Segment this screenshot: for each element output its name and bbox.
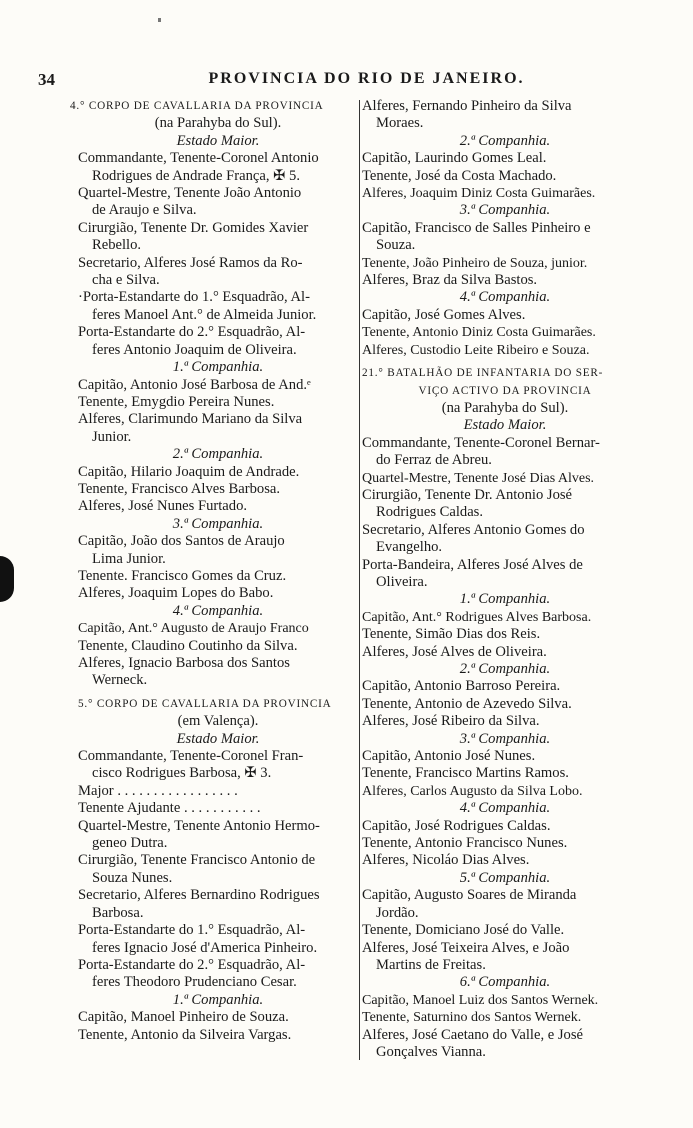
entry-line: feres Ignacio José d'America Pinheiro. xyxy=(92,939,318,956)
entry-line: Jordão. xyxy=(376,904,419,921)
entry-line: Capitão, Laurindo Gomes Leal. xyxy=(362,150,547,167)
column-divider xyxy=(359,100,360,1060)
entry-line: Capitão, José Rodrigues Caldas. xyxy=(362,817,551,834)
entry-line: Tenente, Saturnino dos Santos Wernek. xyxy=(362,1010,582,1026)
entry-line: Porta-Estandarte do 1.° Esquadrão, Al- xyxy=(78,922,306,939)
entry-line: Alferes, Ignacio Barbosa dos Santos xyxy=(78,655,290,671)
entry-line: Junior. xyxy=(92,428,132,445)
entry-line: Alferes, Carlos Augusto da Silva Lobo. xyxy=(362,783,583,799)
company-heading: 3.ª Companhia. xyxy=(459,730,551,747)
entry-line: Porta-Estandarte do 2.° Esquadrão, Al- xyxy=(78,956,306,973)
entry-line: do Ferraz de Abreu. xyxy=(376,452,492,469)
entry-line: Tenente, Emygdio Pereira Nunes. xyxy=(78,393,275,410)
paper-speck xyxy=(158,18,161,22)
entry-line: feres Antonio Joaquim de Oliveira. xyxy=(92,341,297,358)
entry-line: Secretario, Alferes Antonio Gomes do xyxy=(362,521,585,538)
entry-line: Cirurgião, Tenente Dr. Antonio José xyxy=(362,486,573,503)
entry-line: Major . . . . . . . . . . . . . . . . . xyxy=(78,782,238,799)
entry-line: Capitão, Manoel Pinheiro de Souza. xyxy=(78,1009,289,1026)
entry-line: Alferes, José Caetano do Valle, e José xyxy=(362,1026,584,1043)
entry-line: Tenente, Antonio da Silveira Vargas. xyxy=(78,1026,292,1043)
subheading: (em Valença). xyxy=(177,713,259,730)
section-heading: 4.° CORPO DE CAVALLARIA DA PROVINCIA xyxy=(70,100,324,112)
entry-line: geneo Dutra. xyxy=(92,835,168,852)
entry-line: Souza Nunes. xyxy=(92,869,173,886)
entry-line: Tenente Ajudante . . . . . . . . . . . xyxy=(78,800,261,817)
entry-line: Rodrigues de Andrade França, ✠ 5. xyxy=(92,167,300,184)
entry-line: ·Porta-Estandarte do 1.° Esquadrão, Al- xyxy=(78,289,310,306)
entry-line: Tenente, João Pinheiro de Souza, junior. xyxy=(362,255,588,271)
entry-line: Alferes, José Nunes Furtado. xyxy=(78,498,248,515)
company-heading: 2.ª Companhia. xyxy=(172,446,264,463)
entry-line: Commandante, Tenente-Coronel Fran- xyxy=(78,748,304,765)
entry-line: Cirurgião, Tenente Francisco Antonio de xyxy=(78,852,316,869)
company-heading: 2.ª Companhia. xyxy=(459,661,551,677)
entry-line: Werneck. xyxy=(92,672,148,689)
entry-line: Porta-Bandeira, Alferes José Alves de xyxy=(362,556,583,573)
subheading: (na Parahyba do Sul). xyxy=(441,399,569,416)
subheading: Estado Maior. xyxy=(176,132,260,149)
company-heading: 3.ª Companhia. xyxy=(459,202,551,219)
left-column xyxy=(70,98,358,1044)
entry-line: Capitão, Hilario Joaquim de Andrade. xyxy=(78,463,300,480)
entry-line: Commandante, Tenente-Coronel Antonio xyxy=(78,150,319,167)
right-column xyxy=(362,98,648,1061)
entry-line: Martins de Freitas. xyxy=(376,956,486,973)
entry-line: Capitão, Antonio José Nunes. xyxy=(362,748,536,765)
entry-line: Capitão, José Gomes Alves. xyxy=(362,306,526,323)
entry-line: Moraes. xyxy=(376,115,424,132)
running-head: PROVINCIA DO RIO DE JANEIRO. xyxy=(208,70,525,87)
entry-line: Secretario, Alferes Bernardino Rodrigues xyxy=(78,887,320,904)
entry-line: Capitão, Ant.° Rodrigues Alves Barbosa. xyxy=(362,609,592,625)
company-heading: 1.ª Companhia. xyxy=(459,591,551,608)
entry-line: Tenente, José da Costa Machado. xyxy=(362,167,557,184)
entry-line: Cirurgião, Tenente Dr. Gomides Xavier xyxy=(78,219,309,236)
section-heading: 21.° BATALHÃO DE INFANTARIA DO SER- xyxy=(362,367,604,380)
page-number: 34 xyxy=(38,70,55,89)
company-heading: 1.ª Companhia. xyxy=(172,359,264,376)
subheading: Estado Maior. xyxy=(176,730,260,747)
entry-line: Alferes, Fernando Pinheiro da Silva xyxy=(362,98,572,114)
company-heading: 6.ª Companhia. xyxy=(459,974,551,991)
entry-line: Alferes, Joaquim Diniz Costa Guimarães. xyxy=(362,186,596,202)
entry-line: Gonçalves Vianna. xyxy=(376,1043,486,1060)
company-heading: 3.ª Companhia. xyxy=(172,515,264,532)
subheading: Estado Maior. xyxy=(463,417,547,434)
entry-line: cha e Silva. xyxy=(92,272,160,289)
entry-line: Capitão, Ant.° Augusto de Araujo Franco xyxy=(78,621,309,637)
entry-line: Alferes, José Ribeiro da Silva. xyxy=(362,713,540,730)
entry-line: Capitão, Antonio Barroso Pereira. xyxy=(362,678,561,695)
section-heading: VIÇO ACTIVO DA PROVINCIA xyxy=(418,384,592,397)
entry-line: Capitão, Francisco de Salles Pinheiro e xyxy=(362,219,591,236)
entry-line: Quartel-Mestre, Tenente Antonio Hermo- xyxy=(78,817,320,834)
page-header xyxy=(0,70,693,92)
entry-line: cisco Rodrigues Barbosa, ✠ 3. xyxy=(92,765,272,782)
entry-line: Tenente, Francisco Martins Ramos. xyxy=(362,765,569,782)
entry-line: Oliveira. xyxy=(376,573,428,590)
entry-line: Tenente, Antonio Diniz Costa Guimarães. xyxy=(362,325,596,341)
entry-line: Capitão, Antonio José Barbosa de And.ᵉ xyxy=(78,376,311,393)
entry-line: Capitão, Augusto Soares de Miranda xyxy=(362,887,577,904)
entry-line: Quartel-Mestre, Tenente José Dias Alves. xyxy=(362,470,595,486)
entry-line: Commandante, Tenente-Coronel Bernar- xyxy=(362,434,600,451)
entry-line: Barbosa. xyxy=(92,904,144,921)
entry-line: Secretario, Alferes José Ramos da Ro- xyxy=(78,254,303,271)
entry-line: Tenente, Simão Dias dos Reis. xyxy=(362,626,541,643)
entry-line: Alferes, Custodio Leite Ribeiro e Souza. xyxy=(362,342,590,358)
entry-line: de Araujo e Silva. xyxy=(92,202,197,219)
company-heading: 4.ª Companhia. xyxy=(459,800,551,817)
subheading: (na Parahyba do Sul). xyxy=(154,115,282,132)
entry-line: Tenente, Claudino Coutinho da Silva. xyxy=(78,637,298,654)
company-heading: 5.ª Companhia. xyxy=(459,869,551,886)
entry-line: feres Manoel Ant.° de Almeida Junior. xyxy=(92,306,317,323)
entry-line: Lima Junior. xyxy=(92,550,166,567)
entry-line: Rebello. xyxy=(92,237,142,254)
company-heading: 4.ª Companhia. xyxy=(459,289,551,306)
company-heading: 2.ª Companhia. xyxy=(459,132,551,149)
entry-line: Tenente, Francisco Alves Barbosa. xyxy=(78,480,281,497)
entry-line: Tenente, Antonio de Azevedo Silva. xyxy=(362,695,572,712)
entry-line: Capitão, Manoel Luiz dos Santos Wernek. xyxy=(362,992,599,1008)
entry-line: Alferes, José Teixeira Alves, e João xyxy=(362,939,570,956)
entry-line: Tenente, Domiciano José do Valle. xyxy=(362,922,565,939)
ink-blot xyxy=(0,556,14,602)
entry-line: Rodrigues Caldas. xyxy=(376,504,484,521)
entry-line: Capitão, João dos Santos de Araujo xyxy=(78,533,285,550)
entry-line: Alferes, Clarimundo Mariano da Silva xyxy=(78,411,303,428)
entry-line: Souza. xyxy=(376,237,416,254)
entry-line: Evangelho. xyxy=(376,539,443,556)
entry-line: feres Theodoro Prudenciano Cesar. xyxy=(92,974,297,991)
section-heading: 5.° CORPO DE CAVALLARIA DA PROVINCIA xyxy=(78,697,332,710)
entry-line: Alferes, Joaquim Lopes do Babo. xyxy=(78,585,274,602)
entry-line: Tenente, Antonio Francisco Nunes. xyxy=(362,835,568,852)
entry-line: Tenente. Francisco Gomes da Cruz. xyxy=(78,567,287,584)
entry-line: Alferes, Nicoláo Dias Alves. xyxy=(362,852,530,869)
entry-line: Alferes, José Alves de Oliveira. xyxy=(362,643,547,660)
company-heading: 4.ª Companhia. xyxy=(172,602,264,619)
entry-line: Alferes, Braz da Silva Bastos. xyxy=(362,272,538,289)
entry-line: Quartel-Mestre, Tenente João Antonio xyxy=(78,185,302,202)
company-heading: 1.ª Companhia. xyxy=(172,991,264,1008)
entry-line: Porta-Estandarte do 2.° Esquadrão, Al- xyxy=(78,324,306,341)
